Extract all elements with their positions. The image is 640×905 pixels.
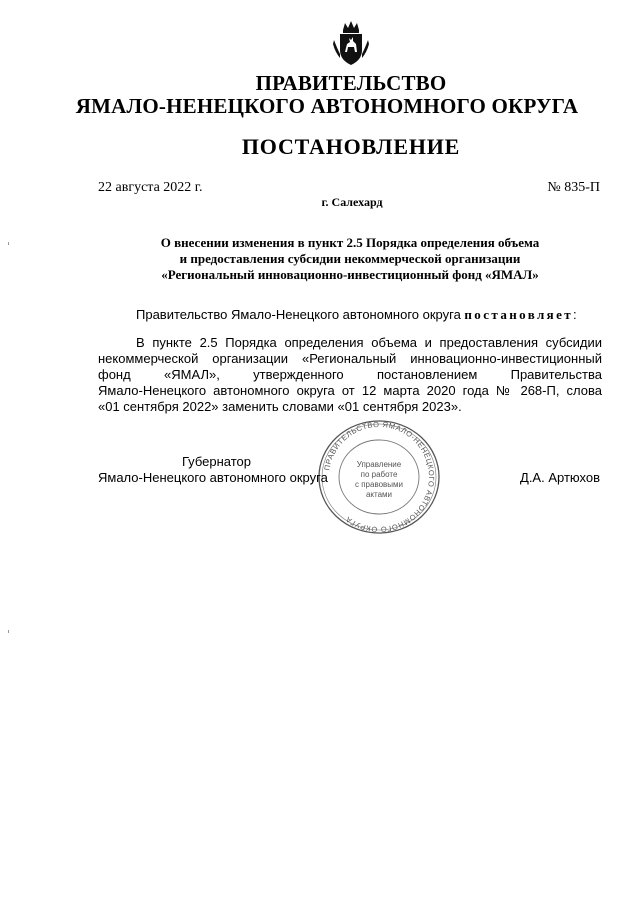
coat-of-arms-emblem	[331, 20, 371, 68]
document-date: 22 августа 2022 г.	[98, 180, 203, 195]
official-seal	[316, 418, 442, 536]
document-type: ПОСТАНОВЛЕНИЕ	[241, 134, 461, 159]
seal-outer-text: ПРАВИТЕЛЬСТВО ЯМАЛО-НЕНЕЦКОГО АВТОНОМНОГО ОКРУГА	[322, 419, 437, 535]
document-number: № 835-П	[547, 180, 600, 195]
resolution-body	[98, 335, 602, 415]
preamble-emphasis: постановляет	[464, 307, 574, 322]
body-line: некоммерческой организации «Региональный инновационно-инвестиционный	[98, 351, 602, 366]
signatory-name: Д.А. Артюхов	[520, 470, 600, 485]
body-line: В пункте 2.5 Порядка определения объема и предоставления субсидии	[136, 335, 602, 350]
margin-mark	[8, 630, 9, 633]
preamble-end: :	[573, 307, 577, 322]
signatory-position-line1: Губернатор	[182, 454, 251, 469]
body-line: фонд «ЯМАЛ», утвержденного постановлением Правительства	[98, 367, 602, 382]
body-line: Ямало-Ненецкого автономного округа от 12 марта 2020 года № 268-П, слова	[98, 383, 602, 398]
margin-mark	[8, 242, 9, 245]
seal-inner-line: Управление	[356, 460, 402, 469]
body-line: «01 сентября 2022» заменить словами «01 сентября 2023».	[98, 399, 462, 414]
preamble	[136, 307, 577, 323]
seal-inner-line: по работе	[360, 470, 398, 479]
document-city: г. Салехард	[321, 195, 383, 209]
subject-line: «Региональный инновационно-инвестиционный фонд «ЯМАЛ»	[161, 267, 539, 282]
preamble-text: Правительство Ямало-Ненецкого автономного округа	[136, 307, 465, 322]
seal-inner-line: с правовыми	[354, 480, 404, 489]
document-subject	[100, 235, 600, 283]
signatory-position-line2: Ямало-Ненецкого автономного округа	[98, 470, 328, 485]
subject-line: О внесении изменения в пункт 2.5 Порядка определения объема	[160, 235, 540, 250]
government-title-line1: ПРАВИТЕЛЬСТВО	[255, 71, 447, 95]
seal-inner-line: актами	[365, 490, 393, 499]
subject-line: и предоставления субсидии некоммерческой организации	[179, 251, 521, 266]
government-title-line2: ЯМАЛО-НЕНЕЦКОГО АВТОНОМНОГО ОКРУГА	[75, 94, 579, 118]
